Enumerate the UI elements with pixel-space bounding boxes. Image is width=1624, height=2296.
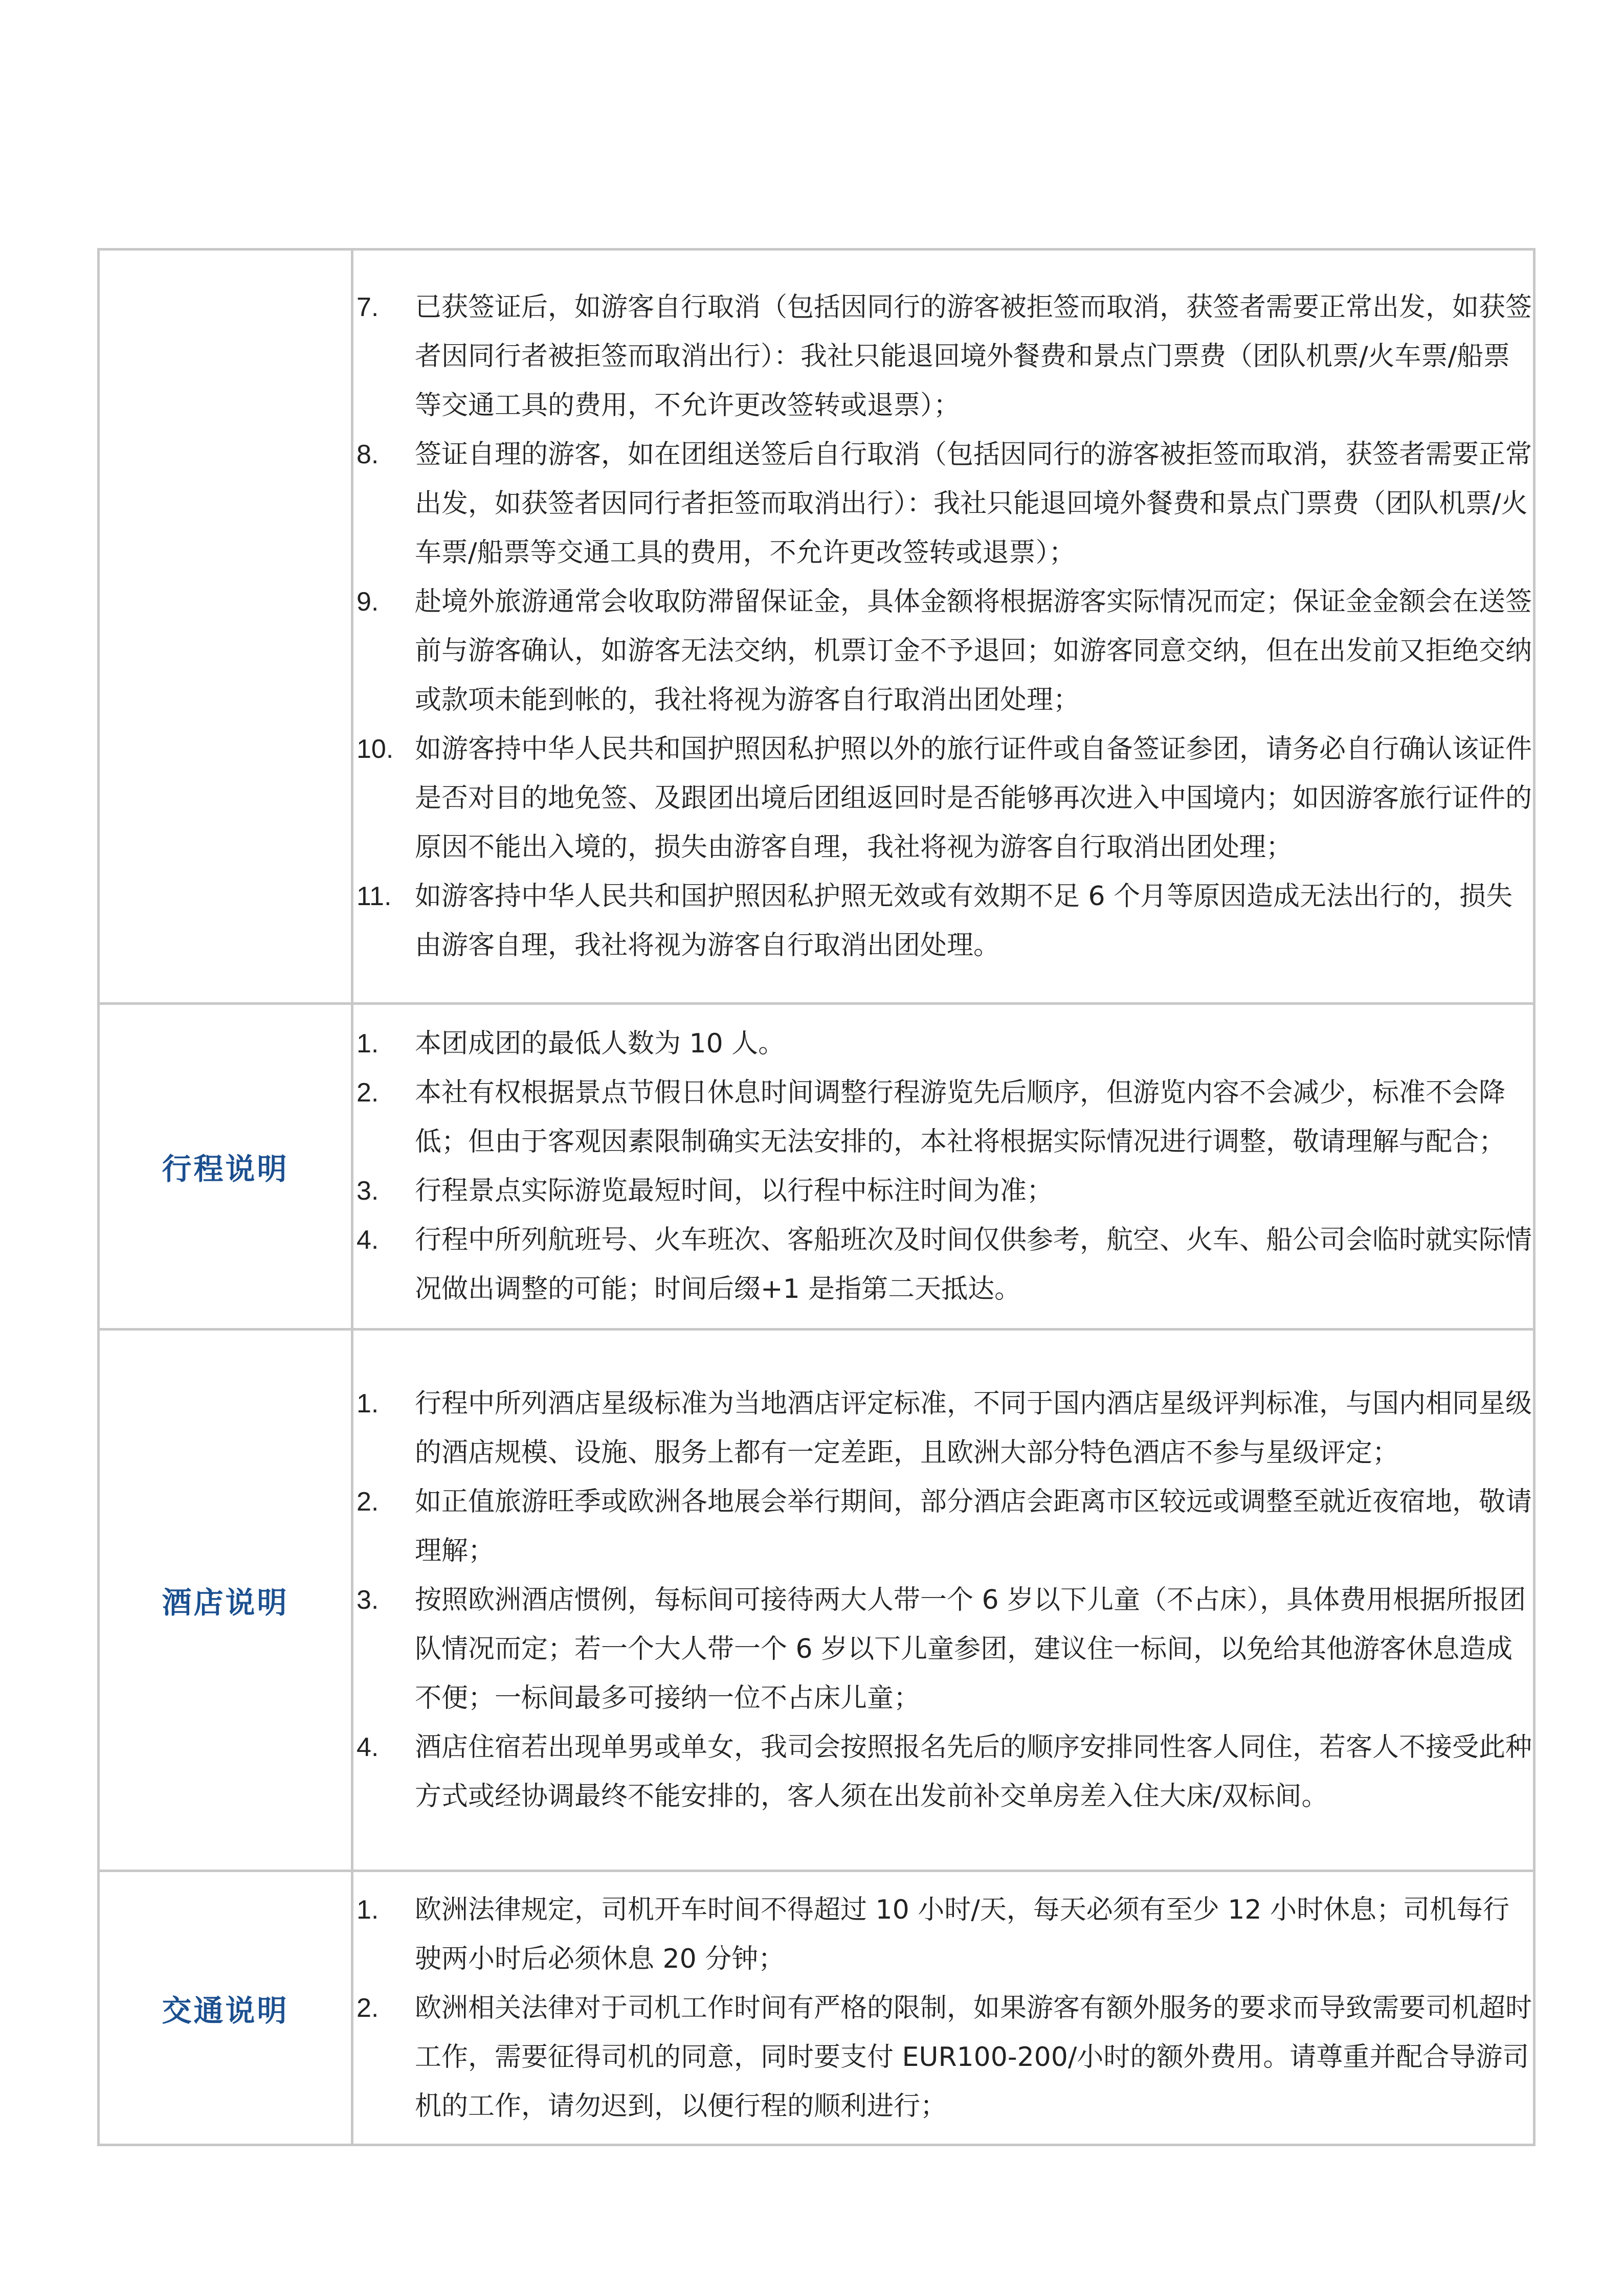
hotel-list	[353, 1379, 1533, 1821]
item-number: 1.	[357, 1895, 379, 1925]
list-item	[353, 1575, 1533, 1723]
list-item	[353, 577, 1533, 725]
terms-table	[97, 248, 1536, 2146]
section-label-hotel: 酒店说明	[162, 1585, 289, 1620]
item-text: 本社有权根据景点节假日休息时间调整行程游览先后顺序，但游览内容不会减少，标准不会降低；但由于客观因素限制确实无法安排的，本社将根据实际情况进行调整，敬请理解与配合；	[415, 1077, 1506, 1157]
item-number: 2.	[357, 1078, 379, 1108]
list-item	[353, 1166, 1533, 1215]
section-content-cell	[352, 1871, 1534, 2145]
item-text: 赴境外旅游通常会收取防滞留保证金，具体金额将根据游客实际情况而定；保证金金额会在送签前与游客确认，如游客无法交纳，机票订金不予退回；如游客同意交纳，但在出发前又拒绝交纳或款项未能到帐的，我社将视为游客自行取消出团处理；	[415, 587, 1532, 715]
table-row-itinerary	[99, 1004, 1534, 1330]
section-content-cell	[352, 1004, 1534, 1330]
item-text: 行程中所列航班号、火车班次、客船班次及时间仅供参考，航空、火车、船公司会临时就实际情况做出调整的可能；时间后缀+1 是指第二天抵达。	[415, 1225, 1532, 1304]
item-number: 1.	[357, 1389, 379, 1419]
list-item	[353, 1984, 1533, 2131]
section-label-cell	[99, 1330, 352, 1871]
item-text: 如游客持中华人民共和国护照因私护照以外的旅行证件或自备签证参团，请务必自行确认该证件是否对目的地免签、及跟团出境后团组返回时是否能够再次进入中国境内；如因游客旅行证件的原因不能出入境的，损失由游客自理，我社将视为游客自行取消出团处理；	[415, 734, 1532, 863]
section-label-cell	[99, 1004, 352, 1330]
table-row-hotel	[99, 1330, 1534, 1871]
item-number: 11.	[357, 882, 392, 911]
item-number: 3.	[357, 1585, 379, 1615]
list-item	[353, 1379, 1533, 1477]
section-content-cell	[352, 1330, 1534, 1871]
list-item	[353, 283, 1533, 430]
list-item	[353, 1019, 1533, 1068]
list-item	[353, 1885, 1533, 1984]
item-number: 7.	[357, 292, 379, 322]
section-label-transport: 交通说明	[162, 1993, 289, 2028]
table-row-cancellation	[99, 250, 1534, 1004]
item-text: 欧洲相关法律对于司机工作时间有严格的限制，如果游客有额外服务的要求而导致需要司机超时工作，需要征得司机的同意，同时要支付 EUR100-200/小时的额外费用。请尊重并配合导游司机的工作，请勿迟到，以便行程的顺利进行；	[415, 1992, 1532, 2122]
transport-list	[353, 1885, 1533, 2131]
item-number: 4.	[357, 1225, 379, 1255]
item-number: 2.	[357, 1487, 379, 1517]
item-number: 2.	[357, 1993, 379, 2023]
item-number: 4.	[357, 1732, 379, 1762]
section-label-itinerary: 行程说明	[162, 1152, 289, 1186]
section-label-cell	[99, 1871, 352, 2145]
item-text: 本团成团的最低人数为 10 人。	[415, 1028, 785, 1059]
cancellation-list	[353, 283, 1533, 970]
list-item	[353, 1723, 1533, 1821]
section-content-cell	[352, 250, 1534, 1004]
item-text: 已获签证后，如游客自行取消（包括因同行的游客被拒签而取消，获签者需要正常出发，如获签者因同行者被拒签而取消出行）：我社只能退回境外餐费和景点门票费（团队机票/火车票/船票等交通工具的费用，不允许更改签转或退票）；	[415, 292, 1532, 421]
list-item	[353, 1477, 1533, 1575]
item-text: 酒店住宿若出现单男或单女，我司会按照报名先后的顺序安排同性客人同住，若客人不接受此种方式或经协调最终不能安排的，客人须在出发前补交单房差入住大床/双标间。	[415, 1732, 1532, 1812]
item-text: 行程景点实际游览最短时间，以行程中标注时间为准；	[415, 1176, 1054, 1206]
list-item	[353, 1215, 1533, 1314]
section-label-cell	[99, 250, 352, 1004]
list-item	[353, 430, 1533, 577]
item-text: 按照欧洲酒店惯例，每标间可接待两大人带一个 6 岁以下儿童（不占床），具体费用根据所报团队情况而定；若一个大人带一个 6 岁以下儿童参团，建议住一标间，以免给其他游客休息造成不便；一标间最多可接纳一位不占床儿童；	[415, 1585, 1526, 1714]
list-item	[353, 1068, 1533, 1166]
item-number: 9.	[357, 587, 379, 617]
item-text: 如正值旅游旺季或欧洲各地展会举行期间，部分酒店会距离市区较远或调整至就近夜宿地，敬请理解；	[415, 1487, 1532, 1566]
item-number: 1.	[357, 1029, 379, 1059]
list-item	[353, 725, 1533, 872]
itinerary-list	[353, 1019, 1533, 1314]
item-number: 10.	[357, 734, 394, 764]
item-text: 欧洲法律规定，司机开车时间不得超过 10 小时/天，每天必须有至少 12 小时休息；司机每行驶两小时后必须休息 20 分钟；	[415, 1894, 1509, 1974]
item-text: 如游客持中华人民共和国护照因私护照无效或有效期不足 6 个月等原因造成无法出行的，损失由游客自理，我社将视为游客自行取消出团处理。	[415, 881, 1513, 961]
item-number: 8.	[357, 440, 379, 469]
item-text: 行程中所列酒店星级标准为当地酒店评定标准，不同于国内酒店星级评判标准，与国内相同星级的酒店规模、设施、服务上都有一定差距，且欧洲大部分特色酒店不参与星级评定；	[415, 1388, 1532, 1468]
list-item	[353, 872, 1533, 970]
item-text: 签证自理的游客，如在团组送签后自行取消（包括因同行的游客被拒签而取消，获签者需要正常出发，如获签者因同行者拒签而取消出行）：我社只能退回境外餐费和景点门票费（团队机票/火车票/船票等交通工具的费用，不允许更改签转或退票）；	[415, 439, 1532, 568]
item-number: 3.	[357, 1176, 379, 1206]
table-row-transport	[99, 1871, 1534, 2145]
